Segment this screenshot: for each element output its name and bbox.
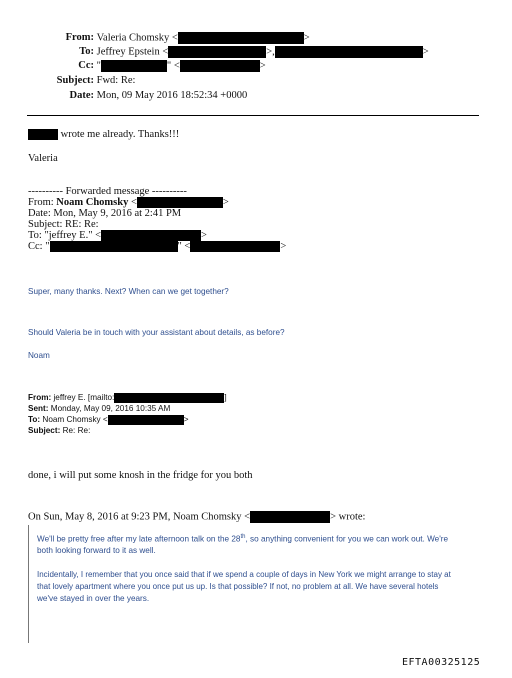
jeffrey-body-line: done, i will put some knosh in the fridge for you both: [28, 470, 253, 481]
jeffrey-to-label: To:: [28, 415, 41, 425]
header-cc: [40, 60, 266, 72]
forwarded-from-name: Noam Chomsky: [56, 197, 129, 208]
forwarded-from-label: From:: [28, 197, 54, 208]
quoted-p2-line3: we've stayed in over the years.: [37, 594, 150, 603]
forwarded-from: [28, 197, 229, 208]
forwarded-from-close: >: [222, 197, 229, 208]
on-wrote-prefix: On Sun, May 8, 2016 at 9:23 PM, Noam Chomsky <: [28, 511, 251, 523]
header-to-label: To:: [79, 46, 94, 58]
jeffrey-to-value: Noam Chomsky <: [42, 415, 108, 425]
header-cc-mid: " <: [166, 60, 180, 72]
quoted-p2-line2: that lovely apartment where you once put us up. Is that possible? If not, no problem at all. We have several hotels: [37, 582, 439, 591]
jeffrey-from-label: From:: [28, 393, 52, 403]
jeffrey-to-close: >: [183, 415, 189, 425]
redaction-block: [190, 241, 280, 252]
forwarded-cc-mid: " <: [177, 241, 191, 252]
quoted-p1-line2: both looking forward to it as well.: [37, 546, 156, 555]
jeffrey-to: [28, 415, 189, 425]
header-divider: [27, 115, 479, 116]
redaction-block: [168, 46, 266, 58]
redaction-block: [180, 60, 260, 72]
header-to-tail: >: [422, 46, 429, 58]
jeffrey-sent-label: Sent:: [28, 404, 49, 413]
redaction-block: [275, 46, 423, 58]
redaction-block: [178, 32, 304, 44]
jeffrey-from-close: ]: [224, 393, 227, 403]
forwarded-subject: Subject: RE: Re:: [28, 219, 99, 230]
quoted-p1a: We'll be pretty free after my late afternoon talk on the 28: [37, 534, 241, 544]
header-from-tail: >: [303, 32, 310, 44]
header-from-value: Valeria Chomsky <: [96, 32, 178, 44]
noam-reply-line1: Super, many thanks. Next? When can we get together?: [28, 287, 229, 296]
redaction-block: [101, 60, 167, 72]
body-line-text: wrote me already. Thanks!!!: [60, 129, 180, 140]
jeffrey-subject: [28, 426, 90, 435]
quoted-p1-line1: [37, 534, 448, 544]
quoted-p1-sup: th: [240, 534, 246, 540]
header-subject: [40, 75, 135, 86]
header-date-label: Date:: [69, 90, 94, 101]
header-to: [40, 46, 429, 58]
forwarded-from-open: <: [130, 197, 137, 208]
redaction-block: [114, 393, 227, 403]
forwarded-cc: [28, 241, 286, 252]
document-id: EFTA00325125: [402, 657, 481, 668]
header-date-value: Mon, 09 May 2016 18:52:34 +0000: [96, 90, 248, 101]
quoted-p1b: , so anything convenient for you we can work out. We're: [245, 534, 449, 544]
noam-reply-sign: Noam: [28, 351, 50, 360]
header-to-value: Jeffrey Epstein <: [96, 46, 169, 58]
header-subject-label: Subject:: [56, 75, 94, 86]
on-wrote-line: [28, 511, 365, 523]
header-from-label: From:: [65, 32, 94, 44]
on-wrote-suffix: > wrote:: [330, 511, 366, 523]
header-cc-value: ": [96, 60, 101, 72]
redaction-block: [137, 197, 223, 208]
body-signature: Valeria: [28, 153, 58, 164]
header-cc-tail: >: [259, 60, 266, 72]
jeffrey-subject-value: Re: Re:: [62, 426, 91, 435]
header-from: [40, 32, 310, 44]
forwarded-cc-text: Cc: ": [28, 241, 50, 252]
jeffrey-sent-value: Monday, May 09, 2016 10:35 AM: [50, 404, 171, 413]
body-line: [28, 129, 179, 140]
header-cc-label: Cc:: [78, 60, 94, 72]
forwarded-to-text: To: "jeffrey E." <: [28, 230, 102, 241]
redaction-block: [101, 230, 201, 241]
header-subject-value: Fwd: Re:: [96, 75, 136, 86]
redaction-block: [50, 241, 178, 252]
jeffrey-from: [28, 393, 227, 403]
redaction-block: [250, 511, 330, 523]
redaction-block: [28, 129, 58, 140]
header-date: [40, 90, 247, 101]
jeffrey-from-value: jeffrey E. [mailto:: [53, 393, 115, 403]
quoted-p2-line1: Incidentally, I remember that you once said that if we spend a couple of days in New York we might arrange to stay at: [37, 570, 451, 579]
forwarded-title: ---------- Forwarded message ----------: [28, 186, 187, 197]
forwarded-to-close: >: [201, 230, 207, 241]
jeffrey-subject-label: Subject:: [28, 426, 61, 435]
forwarded-to: [28, 230, 207, 241]
jeffrey-sent: [28, 404, 170, 413]
forwarded-cc-close: >: [280, 241, 287, 252]
forwarded-date: Date: Mon, May 9, 2016 at 2:41 PM: [28, 208, 182, 219]
redaction-block: [108, 415, 184, 425]
header-to-tail: >,: [266, 46, 275, 58]
noam-reply-line2: Should Valeria be in touch with your assistant about details, as before?: [28, 328, 285, 337]
